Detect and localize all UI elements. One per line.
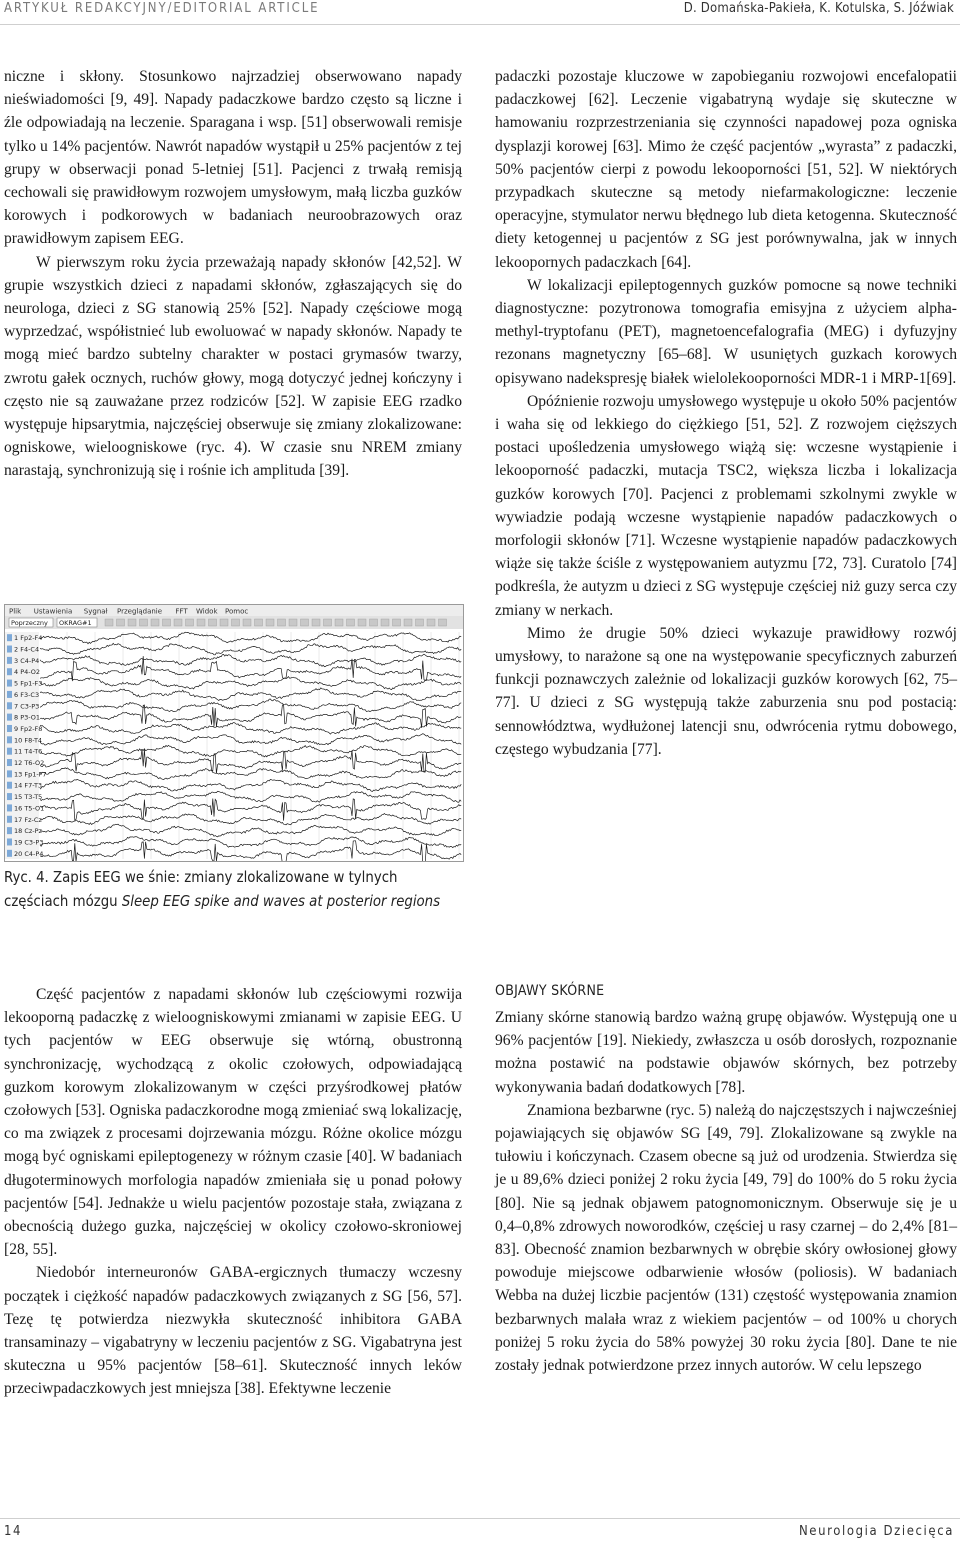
column-right-bottom: [495, 1006, 957, 1377]
eeg-menu-item: Widok: [196, 607, 218, 616]
footer-rule: [0, 1518, 960, 1519]
eeg-channel-label: 12 T6-O2: [14, 759, 45, 768]
eeg-channel-label: 4 P4-O2: [14, 668, 41, 677]
eeg-channel-marker: [7, 827, 12, 834]
eeg-channel-panel: [5, 632, 39, 859]
eeg-toolbar-icon: [105, 619, 113, 626]
eeg-channel-label: 19 C3-P3: [14, 838, 44, 847]
eeg-channel-marker: [7, 838, 12, 845]
eeg-channel-marker: [7, 657, 12, 664]
eeg-toolbar-icon: [370, 619, 378, 626]
section-heading: OBJAWY SKÓRNE: [495, 983, 605, 999]
eeg-channel-marker: [7, 634, 12, 641]
page-number: 14: [4, 1524, 22, 1539]
eeg-toolbar-icon: [174, 619, 182, 626]
eeg-channel-marker: [7, 680, 12, 687]
paragraph: W pierwszym roku życia przeważają napady skłonów [42,52]. W grupie wszystkich dzieci z napadami skłonów, zgłaszających się do neurologa, dzieci z SG stanowią 25% [52]. Napady częściowe mogą wyprzedzać, współistnieć lub ewoluować w napady skłonów. Napady te mogą mieć bardzo subtelny charakter w postaci grymasów twarzy, zwrotu gałek ocznych, ruchów głowy, mogą dotyczyć jednej kończyny i często nie są zauważane przez rodziców [52]. W zapisie EEG rzadko występuje hipsarytmia, najczęściej obserwuje się zmiany zlokalizowane: ogniskowe, wieloogniskowe (ryc. 4). W czasie snu NREM zmiany narastają, synchronizują się i rośnie ich amplituda [39].: [4, 253, 462, 480]
eeg-toolbar-icon: [416, 619, 424, 626]
paragraph: Zmiany skórne stanowią bardzo ważną grupę objawów. Występują one u 96% pacjentów [19]. Niekiedy, zwłaszcza u osób dorosłych, rozpoznanie można postawić na podstawie objawów skórnych, bez potrzeby wykonywania badań dodatkowych [78].: [495, 1009, 957, 1096]
column-left-bottom: [4, 983, 462, 1401]
eeg-toolbar-icon: [324, 619, 332, 626]
journal-name: Neurologia Dziecięca: [798, 1524, 954, 1539]
eeg-channel-label: 17 Fz-Cz: [14, 815, 42, 824]
eeg-menu-item: FFT: [175, 607, 188, 616]
caption-text-pl: Zapis EEG we śnie: zmiany zlokalizowane w tylnych częściach mózgu: [4, 869, 398, 910]
eeg-toolbar-icon: [128, 619, 136, 626]
paragraph: niczne i skłony. Stosunkowo najrzadziej obserwowano napady nieświadomości [9, 49]. Napady padaczkowe bardzo często są liczne i źle odpowiadają na leczenie. Sparagana i wsp. [51] obserwowali remisje tylko u 14% pacjentów. Nawrót napadów wystąpił u 25% pacjentów z tej grupy w obserwacji ponad 5-letniej [51]. Pacjenci z trwałą remisją cechowali się prawidłowym rozwojem umysłowym, małą liczba guzków korowych i podkorowych w badaniach neuroobrazowych oraz prawidłowym zapisem EEG.: [4, 68, 462, 248]
eeg-channel-label: 7 C3-P3: [14, 702, 40, 711]
caption-label: Ryc. 4.: [4, 869, 49, 886]
eeg-toolbar-icon: [404, 619, 412, 626]
eeg-toolbar-icon: [197, 619, 205, 626]
paragraph: Znamiona bezbarwne (ryc. 5) należą do najczęstszych i najwcześniej pojawiających się objawów SG [49, 79]. Zlokalizowane są zwykle na tułowiu i kończynach. Czasem obecne są już od urodzenia. Stwierdza się je u 89,6% dzieci poniżej 2 roku życia [49, 79] do 100% do 5 roku życia [80]. Nie są jednak objawem patognomonicznym. Obserwuje się je u 0,4–0,8% zdrowych noworodków, częściej u rasy czarnej – do 2,4% [81–83]. Obecność znamion bezbarwnych w obrębie skóry owłosionej głowy powoduje miejscowe odbarwienie włosów (poliosis). W badaniach Webba na dużej liczbie pacjentów (131) częstość występowania znamion bezbarwnych malała wraz z wiekiem pacjentów – od 100% u chorych poniżej 5 roku życia do 58% powyżej 30 roku życia [80]. Dane te nie zostały jednak potwierdzone przez innych autorów. W celu lepszego: [495, 1101, 957, 1375]
eeg-toolbar-icon: [186, 619, 194, 626]
eeg-toolbar-icon: [358, 619, 366, 626]
eeg-menu-item: Sygnał: [83, 607, 108, 616]
eeg-toolbar-icon: [439, 619, 447, 626]
eeg-figure: [4, 604, 464, 862]
eeg-channel-label: 5 Fp1-F3: [14, 679, 43, 688]
eeg-channel-marker: [7, 691, 12, 698]
eeg-channel-label: 6 F3-C3: [14, 690, 40, 699]
paragraph: padaczki pozostaje kluczowe w zapobieganiu rozwojowi encefalopatii padaczkowej [62]. Leczenie vigabatryną wydaje się skuteczne w hamowaniu rozprzestrzeniania się czynności napadowej poza ogniska dysplazji korowej [63]. Mimo że część pacjentów „wyrasta” z padaczki, 50% pacjentów cierpi z powodu lekooporności [51, 52]. W niektórych przypadkach skuteczne są metody niefarmakologiczne: leczenie operacyjne, stymulator nerwu błędnego lub dieta ketogenna. Skuteczność diety ketogennej u pacjentów z SG jest porównywalna, jak w innych lekoopornych padaczkach [64].: [495, 68, 957, 271]
column-left-top: [4, 65, 462, 483]
paragraph: Opóźnienie rozwoju umysłowego występuje u około 50% pacjentów i waha się od lekkiego do ciężkiego [51, 52]. Z rozwojem cięższych postaci upośledzenia umysłowego wiążą się: wczesne wystąpienie i lekooporność padaczki, mutacja TSC2, większa liczba i lokalizacja guzków korowych [70]. Pacjenci z problemami szkolnymi zwykle w wywiadzie podają wczesne wystąpienie napadów padaczkowych o morfologii skłonów [71]. Wczesne wystąpienie napadów padaczkowych wiąże się także ściśle z występowaniem autyzmu [72, 73]. Curatolo [74] podkreśla, że autyzm u dzieci z SG występuje częściej niż guzy serca czy zmiany w nerkach.: [495, 392, 957, 619]
eeg-toolbar-icon: [266, 619, 274, 626]
eeg-toolbar-icon: [243, 619, 251, 626]
eeg-channel-label: 13 Fp1-F7: [14, 770, 47, 779]
eeg-toolbar-icon: [312, 619, 320, 626]
eeg-toolbar-icon: [289, 619, 297, 626]
eeg-toolbar-icon: [301, 619, 309, 626]
eeg-channel-marker: [7, 793, 12, 800]
eeg-channel-label: 10 F8-T4: [14, 736, 43, 745]
eeg-toolbar-icon: [335, 619, 343, 626]
running-header: [0, 0, 960, 22]
eeg-channel-marker: [7, 714, 12, 721]
eeg-toolbar-icon: [151, 619, 159, 626]
eeg-trace-area: [39, 632, 463, 859]
eeg-toolbar-icon: [140, 619, 148, 626]
eeg-channel-label: 9 Fp2-F8: [14, 724, 43, 733]
article-type-label: ARTYKUŁ REDAKCYJNY/EDITORIAL ARTICLE: [4, 1, 320, 16]
eeg-menu-item: Plik: [9, 607, 22, 616]
eeg-channel-marker: [7, 748, 12, 755]
eeg-channel-marker: [7, 646, 12, 653]
eeg-channel-label: 20 C4-P4: [14, 849, 44, 858]
eeg-menu-item: Pomoc: [225, 607, 249, 616]
eeg-toolbar-icon: [220, 619, 228, 626]
header-rule: [0, 24, 960, 25]
eeg-menu-item: Ustawienia: [33, 607, 73, 616]
eeg-toolbar-icon: [381, 619, 389, 626]
eeg-channel-label: 3 C4-P4: [14, 656, 40, 665]
eeg-channel-label: 16 T5-O1: [14, 804, 45, 813]
eeg-toolbar-icon: [163, 619, 171, 626]
eeg-channel-label: 1 Fp2-F4: [14, 634, 43, 643]
eeg-channel-label: 14 F7-T3: [14, 781, 43, 790]
eeg-toolbar-icon: [232, 619, 240, 626]
eeg-channel-marker: [7, 736, 12, 743]
eeg-channel-marker: [7, 759, 12, 766]
eeg-toolbar-select-label: Poprzeczny: [11, 619, 48, 627]
eeg-channel-label: 11 T4-T6: [14, 747, 43, 756]
figure-caption: [4, 866, 466, 914]
eeg-channel-marker: [7, 850, 12, 857]
eeg-toolbar-select-label: OKRAG#1: [59, 619, 92, 627]
eeg-recording-image: [5, 605, 463, 861]
eeg-toolbar-icon: [255, 619, 263, 626]
eeg-channel-marker: [7, 770, 12, 777]
eeg-channel-marker: [7, 725, 12, 732]
eeg-channel-marker: [7, 668, 12, 675]
paragraph: W lokalizacji epileptogennych guzków pomocne są nowe techniki diagnostyczne: pozytronowa tomografia emisyjna z użyciem alpha-methyl-tryptofanu (PET), magnetoencefalografia (MEG) i dyfuzyjny rezonans magnetyczny [65–68]. W usuniętych guzkach korowych opisywano nadekspresję białek wielolekooporności MDR-1 i MRP-1[69].: [495, 276, 957, 387]
eeg-channel-label: 18 Cz-Pz: [14, 827, 42, 836]
authors-label: D. Domańska-Pakieła, K. Kotulska, S. Jóźwiak: [683, 1, 954, 16]
eeg-channel-label: 15 T3-T5: [14, 793, 43, 802]
caption-text-en: Sleep EEG spike and waves at posterior regions: [121, 893, 441, 910]
eeg-toolbar-icon: [427, 619, 435, 626]
eeg-channel-marker: [7, 804, 12, 811]
eeg-toolbar-icon: [393, 619, 401, 626]
eeg-channel-label: 2 F4-C4: [14, 645, 40, 654]
eeg-channel-marker: [7, 816, 12, 823]
eeg-channel-label: 8 P3-O1: [14, 713, 41, 722]
eeg-toolbar-icon: [347, 619, 355, 626]
eeg-toolbar-icon: [209, 619, 217, 626]
eeg-toolbar-icon: [278, 619, 286, 626]
eeg-channel-marker: [7, 782, 12, 789]
column-right-top: [495, 65, 957, 761]
paragraph: Niedobór interneuronów GABA-ergicznych tłumaczy wczesny początek i ciężkość napadów padaczkowych związanych z SG [56, 57]. Tezę tę potwierdza niezwykła skuteczność inhibitora GABA transaminazy – vigabatryny w leczeniu pacjentów z SG. Vigabatryna jest skuteczna u 95% pacjentów [58–61]. Skuteczność innych leków przeciwpadaczkowych jest mniejsza [38]. Efektywne leczenie: [4, 1264, 462, 1398]
paragraph: Mimo że drugie 50% dzieci wykazuje prawidłowy rozwój umysłowy, to narażone są one na występowanie specyficznych zaburzeń funkcji poznawczych zależnie od lokalizacji guzków korowych [62, 75–77]. U dzieci z SG występują także zaburzenia snu pod postacią: sennowłództwa, wydłużonej latencji snu, odwrócenia rytmu dobowego, częstego wybudzania [77].: [495, 624, 957, 758]
paragraph: Część pacjentów z napadami skłonów lub częściowymi rozwija lekooporną padaczkę z wieloogniskowymi zmianami w zapisie EEG. U tych pacjentów w EEG obserwuje się wtórną, obustronną synchronizację, wychodzącą z okolic czołowych, odpowiadającą guzkom korowym zlokalizowanym w części przyśrodkowej płatów czołowych [53]. Ogniska padaczkorodne mogą zmieniać swą lokalizację, co ma związek z procesami dojrzewania mózgu. Różne okolice mózgu mogą być ogniskami epileptogenezy w różnym czasie [40]. W badaniach długoterminowych morfologia napadów zmieniała się u ponad połowy pacjentów [54]. Jednakże u wielu pacjentów pozostaje stała, związana z obecnością dużego guzka, najczęściej w okolicy czołowo-skroniowej [28, 55].: [4, 986, 462, 1259]
eeg-channel-marker: [7, 702, 12, 709]
eeg-menu-item: Przeglądanie: [117, 607, 163, 616]
eeg-toolbar-icon: [117, 619, 125, 626]
